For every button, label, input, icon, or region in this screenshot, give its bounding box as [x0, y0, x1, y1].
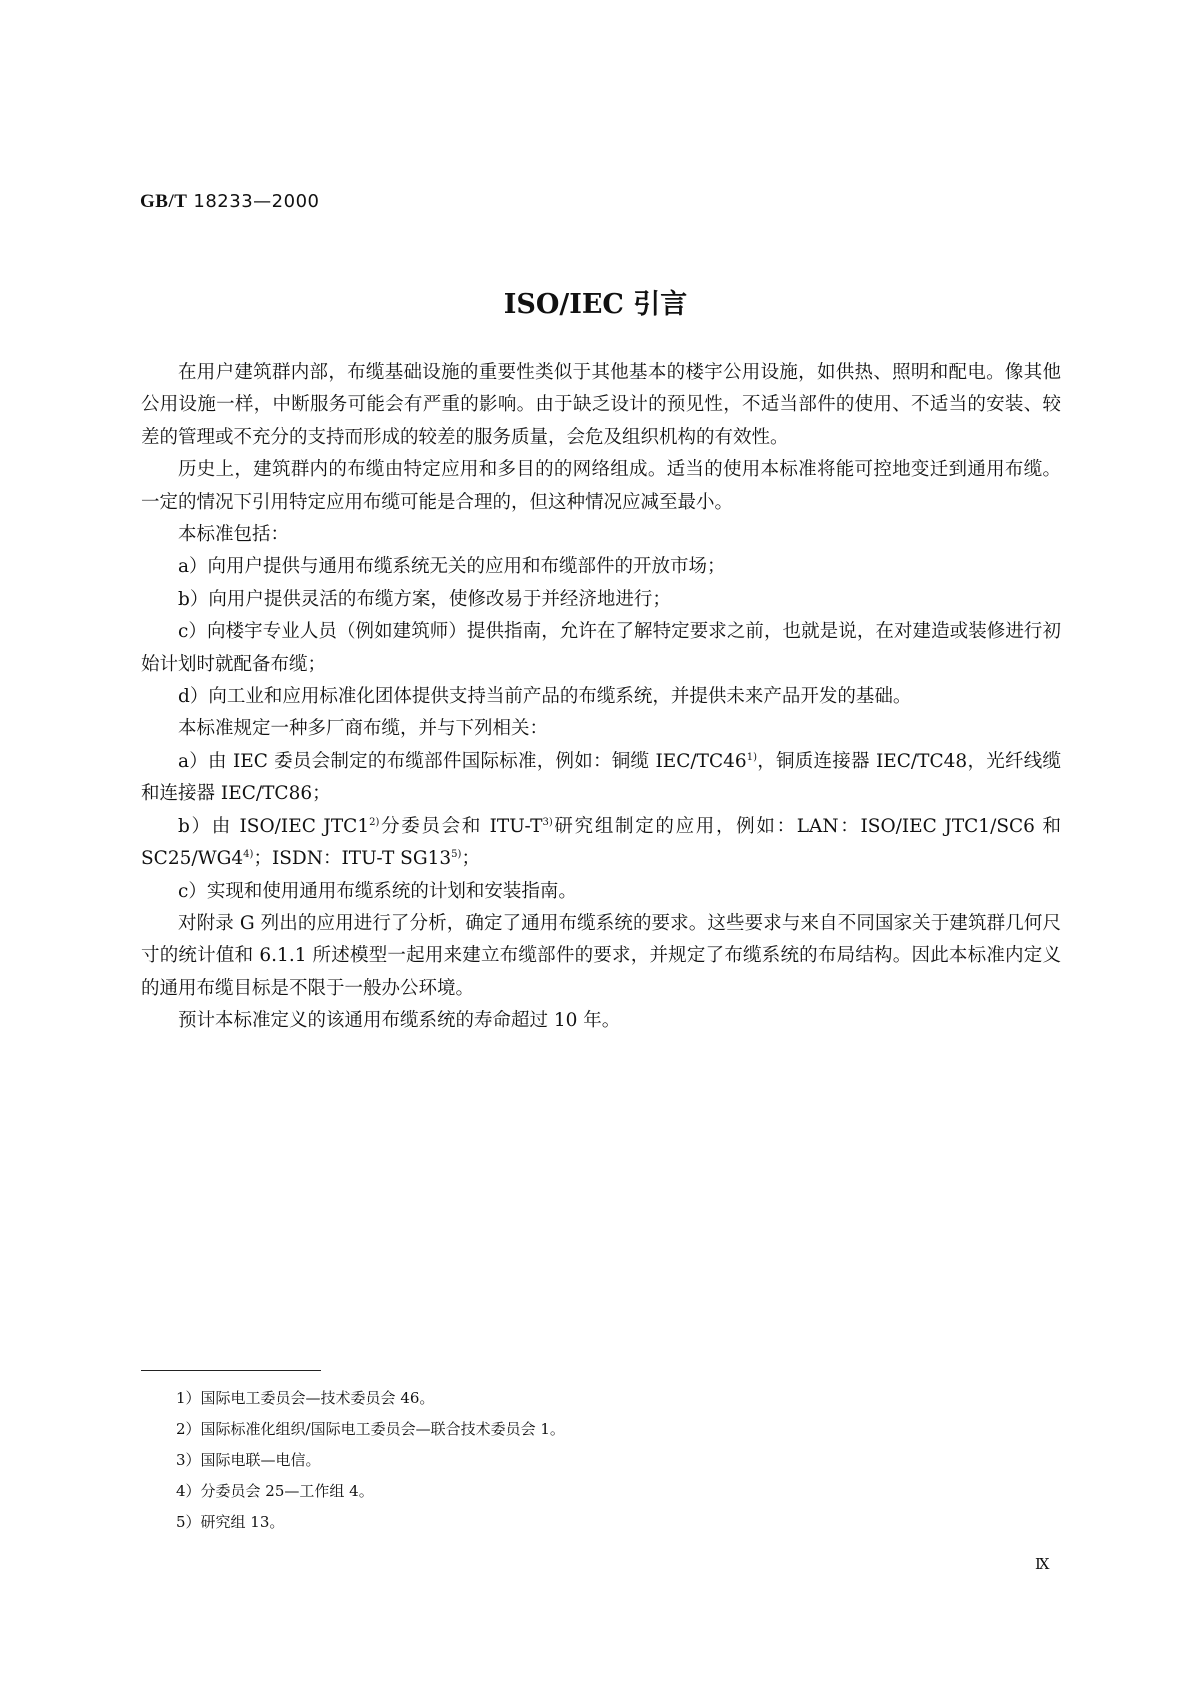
footnote-ref-2: 2)	[369, 816, 380, 828]
list-item-includes-a: a）向用户提供与通用布缆系统无关的应用和布缆部件的开放市场；	[178, 556, 726, 578]
text-fragment: a）由 IEC 委员会制定的布缆部件国际标准，例如：铜缆 IEC/TC46	[178, 750, 747, 772]
document-body	[141, 357, 1061, 1038]
text-fragment: b）由 ISO/IEC JTC1	[178, 815, 370, 837]
list-item-related-c: c）实现和使用通用布缆系统的计划和安装指南。	[178, 880, 577, 902]
list-item-includes-c: c）向楼宇专业人员（例如建筑师）提供指南，允许在了解特定要求之前，也就是说，在对建造或装修进行初始计划时就配备布缆；	[141, 621, 1061, 675]
text-fragment: 分委员会和 ITU-T	[379, 815, 543, 837]
list-item-includes-b: b）向用户提供灵活的布缆方案，使修改易于并经济地进行；	[178, 588, 671, 610]
footnotes	[176, 1383, 565, 1538]
footnote-4: 4）分委员会 25—工作组 4。	[176, 1482, 374, 1500]
paragraph-history: 历史上，建筑群内的布缆由特定应用和多目的的网络组成。适当的使用本标准将能可控地变迁到通用布缆。一定的情况下引用特定应用布缆可能是合理的，但这种情况应减至最小。	[141, 459, 1061, 513]
standard-code: 18233—2000	[193, 191, 320, 212]
text-fragment: ；ISDN：ITU-T SG13	[253, 848, 452, 870]
footnote-3: 3）国际电联—电信。	[176, 1451, 321, 1469]
paragraph-intro: 在用户建筑群内部，布缆基础设施的重要性类似于其他基本的楼宇公用设施，如供热、照明和配电。像其他公用设施一样，中断服务可能会有严重的影响。由于缺乏设计的预见性，不适当部件的使用、不适当的安装、较差的管理或不充分的支持而形成的较差的服务质量，会危及组织机构的有效性。	[141, 362, 1061, 448]
footnote-1: 1）国际电工委员会—技术委员会 46。	[176, 1389, 435, 1407]
list-item-includes-d: d）向工业和应用标准化团体提供支持当前产品的布缆系统，并提供未来产品开发的基础。	[178, 686, 912, 708]
paragraph-includes-heading: 本标准包括：	[178, 524, 290, 546]
paragraph-lifetime: 预计本标准定义的该通用布缆系统的寿命超过 10 年。	[178, 1010, 621, 1032]
page-title: ISO/IEC 引言	[503, 289, 688, 320]
footnote-ref-4: 4)	[243, 848, 254, 860]
footnote-ref-3: 3)	[542, 816, 553, 828]
list-item-related-a	[141, 746, 1061, 811]
text-fragment: ；	[461, 848, 480, 870]
footnote-2: 2）国际标准化组织/国际电工委员会—联合技术委员会 1。	[176, 1420, 565, 1438]
page-number: Ⅸ	[1035, 1555, 1050, 1573]
list-item-related-b	[141, 811, 1061, 876]
footnote-5: 5）研究组 13。	[176, 1513, 285, 1531]
paragraph-multivendor-heading: 本标准规定一种多厂商布缆，并与下列相关：	[178, 718, 549, 740]
paragraph-analysis: 对附录 G 列出的应用进行了分析，确定了通用布缆系统的要求。这些要求与来自不同国家关于建筑群几何尺寸的统计值和 6.1.1 所述模型一起用来建立布缆部件的要求，并规定了布缆系统的布局结构。因此本标准内定义的通用布缆目标是不限于一般办公环境。	[141, 912, 1061, 999]
text-fragment: ，铜质连接器 IEC/TC48，光纤线缆和连接器 IEC/TC86；	[141, 750, 1061, 805]
text-fragment: 研究组制定的应用，例如：LAN：ISO/IEC JTC1/SC6 和 SC25/WG4	[141, 815, 1061, 870]
standard-prefix: GB/T	[140, 191, 188, 212]
footnote-ref-1: 1)	[746, 751, 757, 763]
footnote-ref-5: 5)	[451, 848, 462, 860]
standard-number	[140, 190, 319, 213]
footnote-divider	[141, 1370, 321, 1371]
